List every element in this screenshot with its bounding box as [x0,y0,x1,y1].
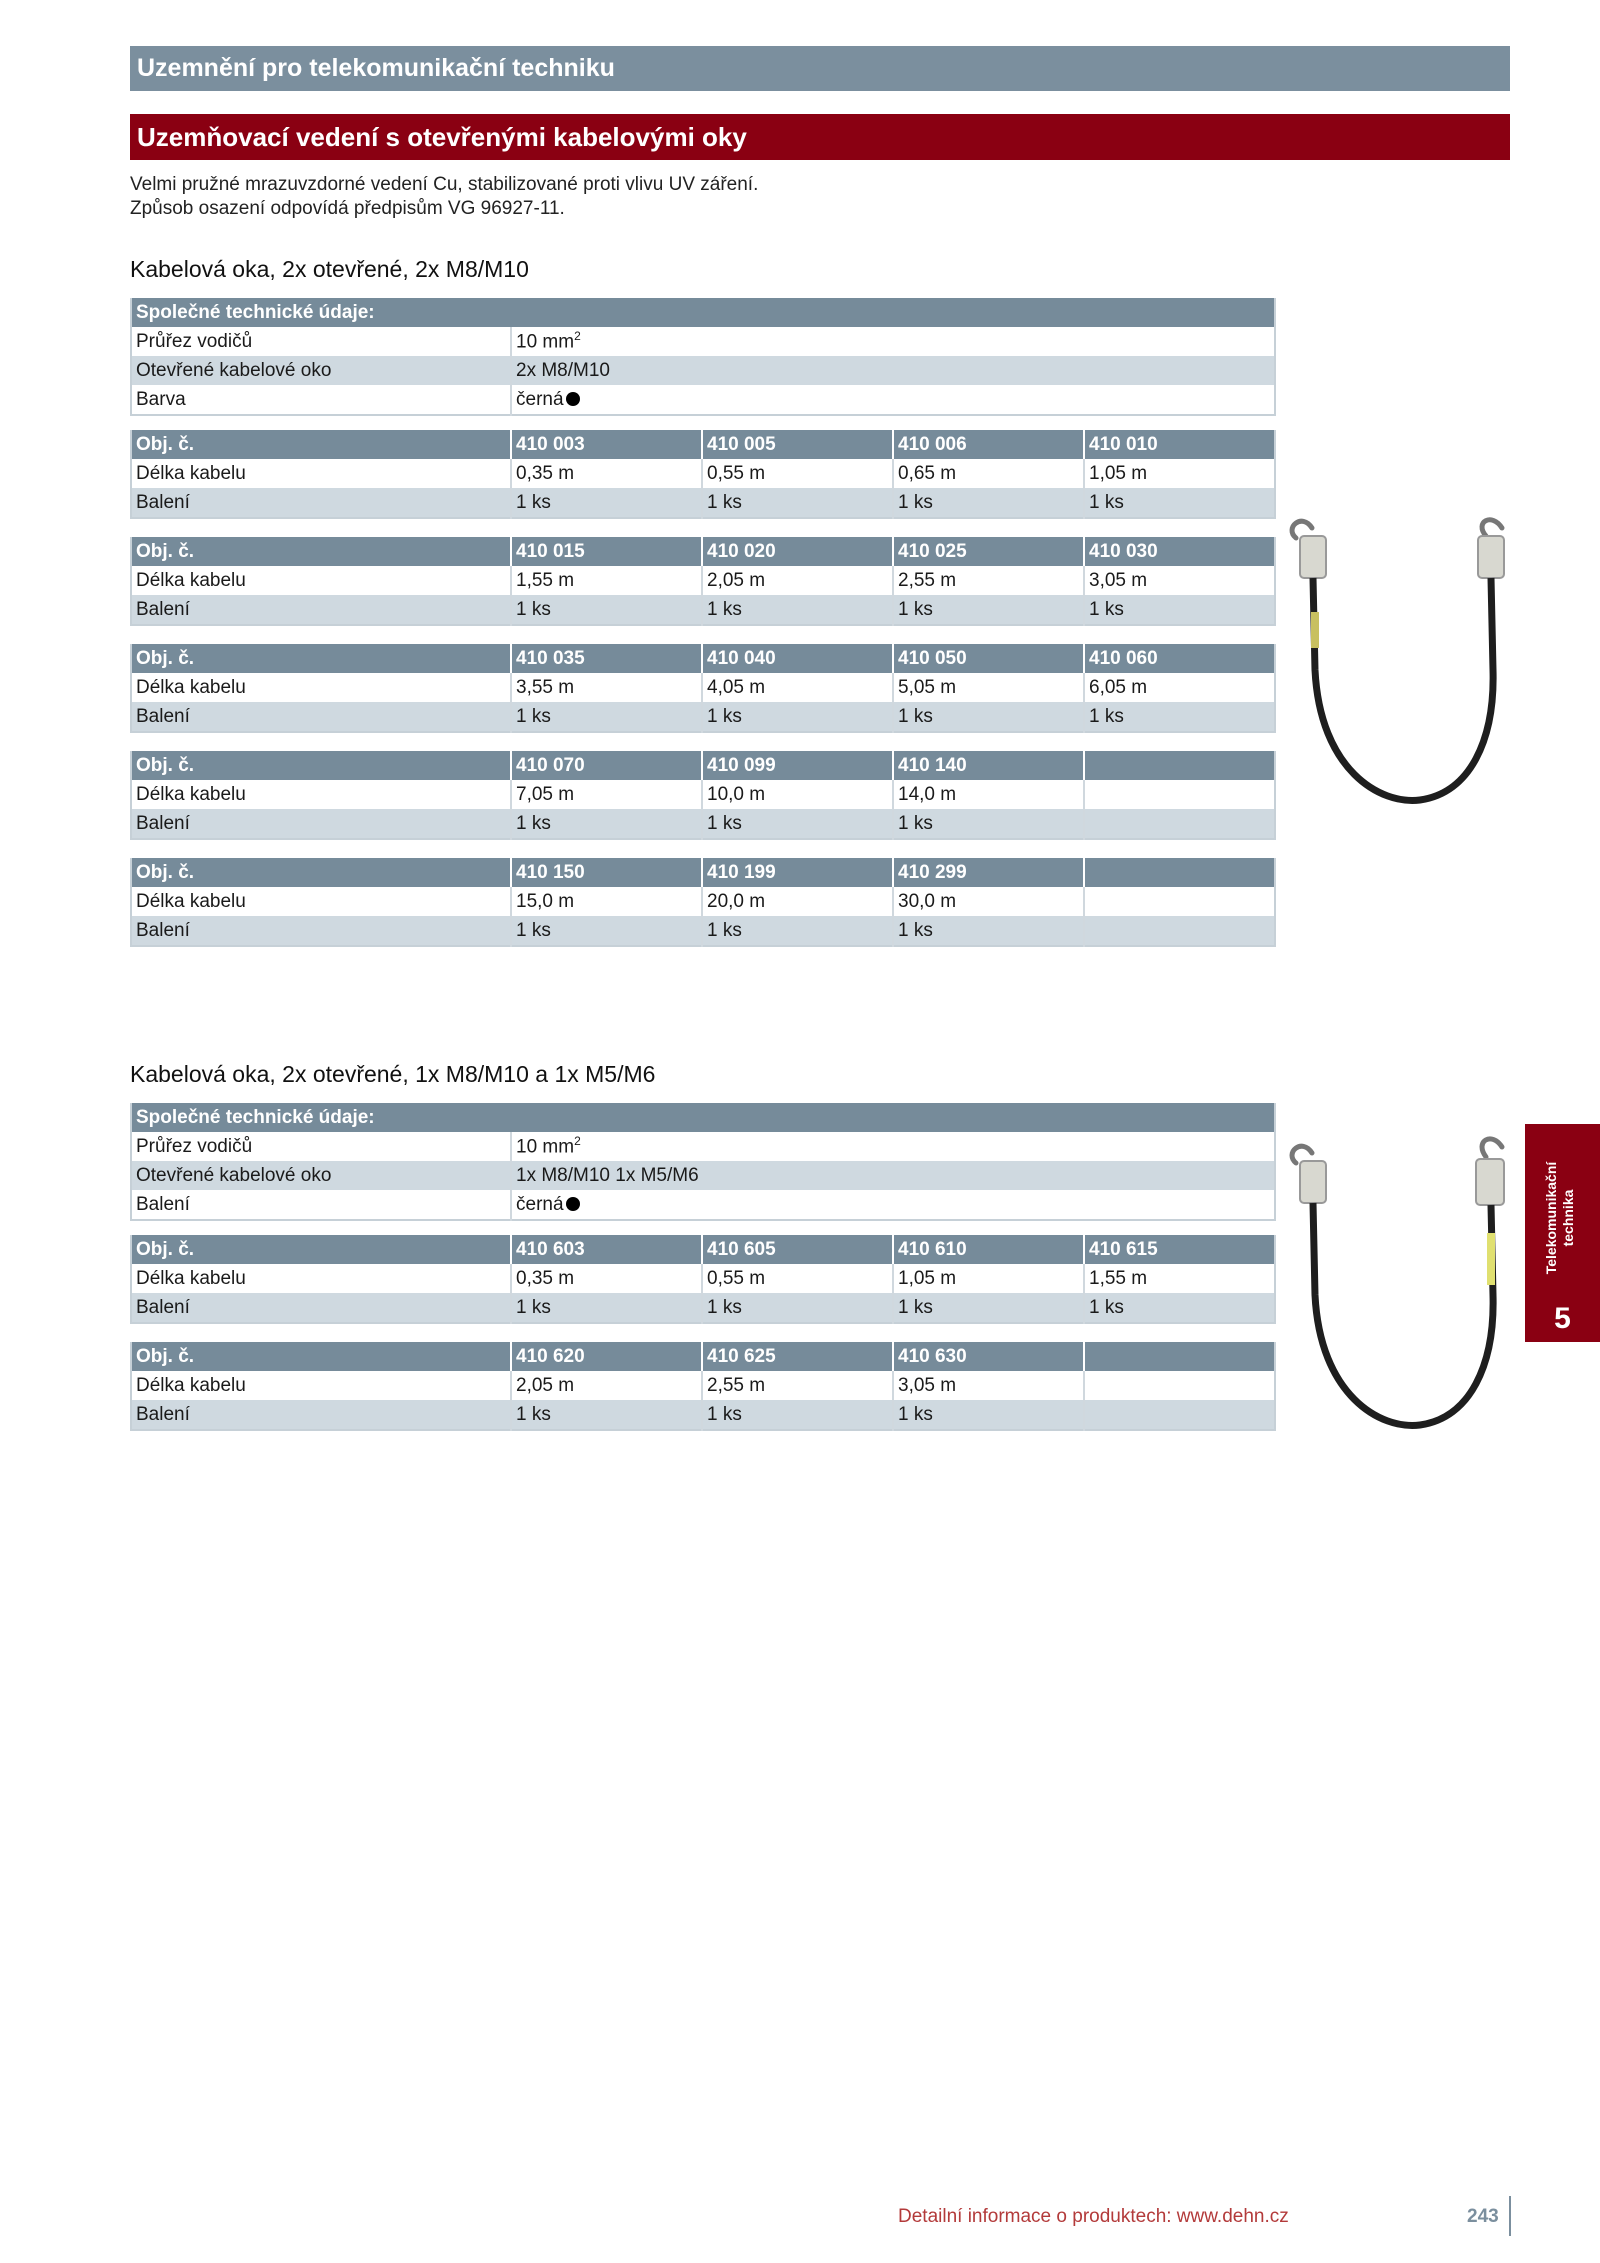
row-label: Balení [131,488,511,518]
pack-qty: 1 ks [893,702,1084,732]
order-number: 410 010 [1084,430,1275,459]
pack-qty: 1 ks [893,1400,1084,1430]
common-heading: Společné technické údaje: [131,1103,1275,1132]
order-number [1084,751,1275,780]
cable-length: 14,0 m [893,780,1084,809]
row-label: Balení [131,702,511,732]
section-1-group-5 [130,858,1276,947]
order-number: 410 040 [702,644,893,673]
order-number-row [131,751,1275,780]
pack-qty: 1 ks [511,702,702,732]
row-label: Balení [131,1293,511,1323]
row-label: Balení [131,1400,511,1430]
category-title: Uzemnění pro telekomunikační techniku [137,54,615,82]
pack-qty: 1 ks [893,488,1084,518]
cable-length: 30,0 m [893,887,1084,916]
table-row [131,356,1275,385]
order-number: 410 099 [702,751,893,780]
row-label: Obj. č. [131,751,511,780]
table-row [131,1190,1275,1220]
order-number: 410 150 [511,858,702,887]
pack-row [131,1293,1275,1323]
length-row [131,459,1275,488]
cable-length: 6,05 m [1084,673,1275,702]
table-row [131,385,1275,415]
black-color-dot-icon [566,392,580,406]
pack-qty: 1 ks [1084,1293,1275,1323]
cable-length: 3,05 m [1084,566,1275,595]
order-number: 410 006 [893,430,1084,459]
length-row [131,566,1275,595]
cable-length: 20,0 m [702,887,893,916]
row-label: Otevřené kabelové oko [131,356,511,385]
cable-length: 3,55 m [511,673,702,702]
intro-line-2: Způsob osazení odpovídá předpisům VG 96927-11. [130,198,565,219]
order-number: 410 050 [893,644,1084,673]
pack-qty: 1 ks [702,595,893,625]
row-label: Obj. č. [131,430,511,459]
section-1-common-table [130,298,1276,416]
order-number: 410 060 [1084,644,1275,673]
row-label: Obj. č. [131,858,511,887]
cable-length: 0,55 m [702,1264,893,1293]
pack-qty: 1 ks [702,1400,893,1430]
cable-length: 3,05 m [893,1371,1084,1400]
row-label: Barva [131,385,511,415]
cable-length: 10,0 m [702,780,893,809]
order-number [1084,858,1275,887]
section-1-group-1 [130,430,1276,519]
order-number: 410 025 [893,537,1084,566]
pack-qty: 1 ks [702,916,893,946]
section-2-group-1 [130,1235,1276,1324]
row-label: Délka kabelu [131,673,511,702]
cable-length: 15,0 m [511,887,702,916]
pack-qty: 1 ks [893,595,1084,625]
row-label: Průřez vodičů [131,1132,511,1161]
product-title-bar [130,114,1510,160]
chapter-tab-label: Telekomunikační technika [1543,1161,1576,1275]
row-label: Délka kabelu [131,780,511,809]
ground-cable-photo-2 [1280,1125,1530,1455]
order-number: 410 070 [511,751,702,780]
row-label: Délka kabelu [131,1264,511,1293]
row-label: Balení [131,916,511,946]
pack-qty: 1 ks [702,809,893,839]
order-number-row [131,537,1275,566]
pack-row [131,595,1275,625]
cable-length: 4,05 m [702,673,893,702]
order-number-row [131,644,1275,673]
order-number: 410 625 [702,1342,893,1371]
cable-length: 7,05 m [511,780,702,809]
category-title-bar [130,46,1510,91]
length-row [131,1371,1275,1400]
order-number: 410 003 [511,430,702,459]
length-row [131,887,1275,916]
cable-length: 2,05 m [511,1371,702,1400]
cable-length: 2,55 m [893,566,1084,595]
length-row [131,780,1275,809]
pack-row [131,702,1275,732]
row-label: Obj. č. [131,537,511,566]
order-number: 410 615 [1084,1235,1275,1264]
pack-qty: 1 ks [511,1400,702,1430]
order-number-row [131,1342,1275,1371]
section-1-title: Kabelová oka, 2x otevřené, 2x M8/M10 [130,256,529,282]
row-label: Balení [131,595,511,625]
cable-length [1084,780,1275,809]
row-label: Balení [131,809,511,839]
intro-text [130,173,758,221]
order-number: 410 030 [1084,537,1275,566]
row-label: Balení [131,1190,511,1220]
pack-row [131,1400,1275,1430]
cable-length: 0,35 m [511,1264,702,1293]
row-value: 1x M8/M10 1x M5/M6 [511,1161,1275,1190]
cable-length: 0,55 m [702,459,893,488]
product-title: Uzemňovací vedení s otevřenými kabelovými oky [137,122,747,152]
row-value: černá [511,1190,1275,1220]
section-2-title: Kabelová oka, 2x otevřené, 1x M8/M10 a 1x M5/M6 [130,1061,656,1087]
row-label: Délka kabelu [131,1371,511,1400]
row-value: 2x M8/M10 [511,356,1275,385]
cable-length: 1,55 m [511,566,702,595]
row-label: Obj. č. [131,1342,511,1371]
intro-line-1: Velmi pružné mrazuvzdorné vedení Cu, stabilizované proti vlivu UV záření. [130,174,759,195]
cable-length: 1,05 m [893,1264,1084,1293]
pack-row [131,488,1275,518]
pack-row [131,809,1275,839]
common-heading: Společné technické údaje: [131,298,1275,327]
chapter-number: 5 [1554,1302,1571,1335]
row-label: Průřez vodičů [131,327,511,356]
pack-qty: 1 ks [511,488,702,518]
cable-length [1084,1371,1275,1400]
row-label: Obj. č. [131,644,511,673]
order-number: 410 035 [511,644,702,673]
pack-qty: 1 ks [511,595,702,625]
black-color-dot-icon [566,1197,580,1211]
order-number-row [131,430,1275,459]
row-value: 10 $mm^2$ [511,327,1275,356]
row-value: 10 $mm^2$ [511,1132,1275,1161]
pack-qty: 1 ks [893,809,1084,839]
order-number: 410 020 [702,537,893,566]
pack-qty [1084,916,1275,946]
row-label: Otevřené kabelové oko [131,1161,511,1190]
order-number: 410 610 [893,1235,1084,1264]
pack-qty [1084,1400,1275,1430]
order-number: 410 630 [893,1342,1084,1371]
row-value: černá [511,385,1275,415]
cable-length: 0,65 m [893,459,1084,488]
pack-qty: 1 ks [702,1293,893,1323]
order-number: 410 199 [702,858,893,887]
cable-length [1084,887,1275,916]
cable-length: 1,05 m [1084,459,1275,488]
order-number: 410 140 [893,751,1084,780]
section-2-common-table [130,1103,1276,1221]
order-number [1084,1342,1275,1371]
superscript: 2 [574,329,581,344]
pack-qty: 1 ks [511,809,702,839]
section-2-group-2 [130,1342,1276,1431]
row-label: Délka kabelu [131,459,511,488]
row-label: Obj. č. [131,1235,511,1264]
table-row [131,327,1275,356]
common-header-row [131,1103,1275,1132]
order-number: 410 299 [893,858,1084,887]
row-label: Délka kabelu [131,566,511,595]
cable-length: 2,55 m [702,1371,893,1400]
section-1-group-4 [130,751,1276,840]
pack-row [131,916,1275,946]
length-row [131,1264,1275,1293]
page-number: 243 [1467,2206,1499,2227]
length-row [131,673,1275,702]
cable-length: 0,35 m [511,459,702,488]
order-number-row [131,1235,1275,1264]
row-label: Délka kabelu [131,887,511,916]
pack-qty: 1 ks [511,916,702,946]
footer-product-info-link[interactable]: Detailní informace o produktech: www.dehn.cz [898,2206,1289,2227]
pack-qty [1084,809,1275,839]
cable-length: 1,55 m [1084,1264,1275,1293]
cable-length: 5,05 m [893,673,1084,702]
order-number: 410 015 [511,537,702,566]
order-number: 410 620 [511,1342,702,1371]
superscript: 2 [574,1134,581,1149]
chapter-side-tab [1525,1124,1600,1342]
table-row [131,1161,1275,1190]
pack-qty: 1 ks [893,916,1084,946]
order-number: 410 005 [702,430,893,459]
pack-qty: 1 ks [702,488,893,518]
ground-cable-photo-1 [1280,500,1530,830]
pack-qty: 1 ks [893,1293,1084,1323]
pack-qty: 1 ks [1084,488,1275,518]
pack-qty: 1 ks [511,1293,702,1323]
order-number-row [131,858,1275,887]
pack-qty: 1 ks [1084,702,1275,732]
pack-qty: 1 ks [1084,595,1275,625]
section-1-group-2 [130,537,1276,626]
order-number: 410 605 [702,1235,893,1264]
page-number-divider [1509,2196,1511,2236]
table-row [131,1132,1275,1161]
cable-length: 2,05 m [702,566,893,595]
order-number: 410 603 [511,1235,702,1264]
common-header-row [131,298,1275,327]
pack-qty: 1 ks [702,702,893,732]
section-1-group-3 [130,644,1276,733]
